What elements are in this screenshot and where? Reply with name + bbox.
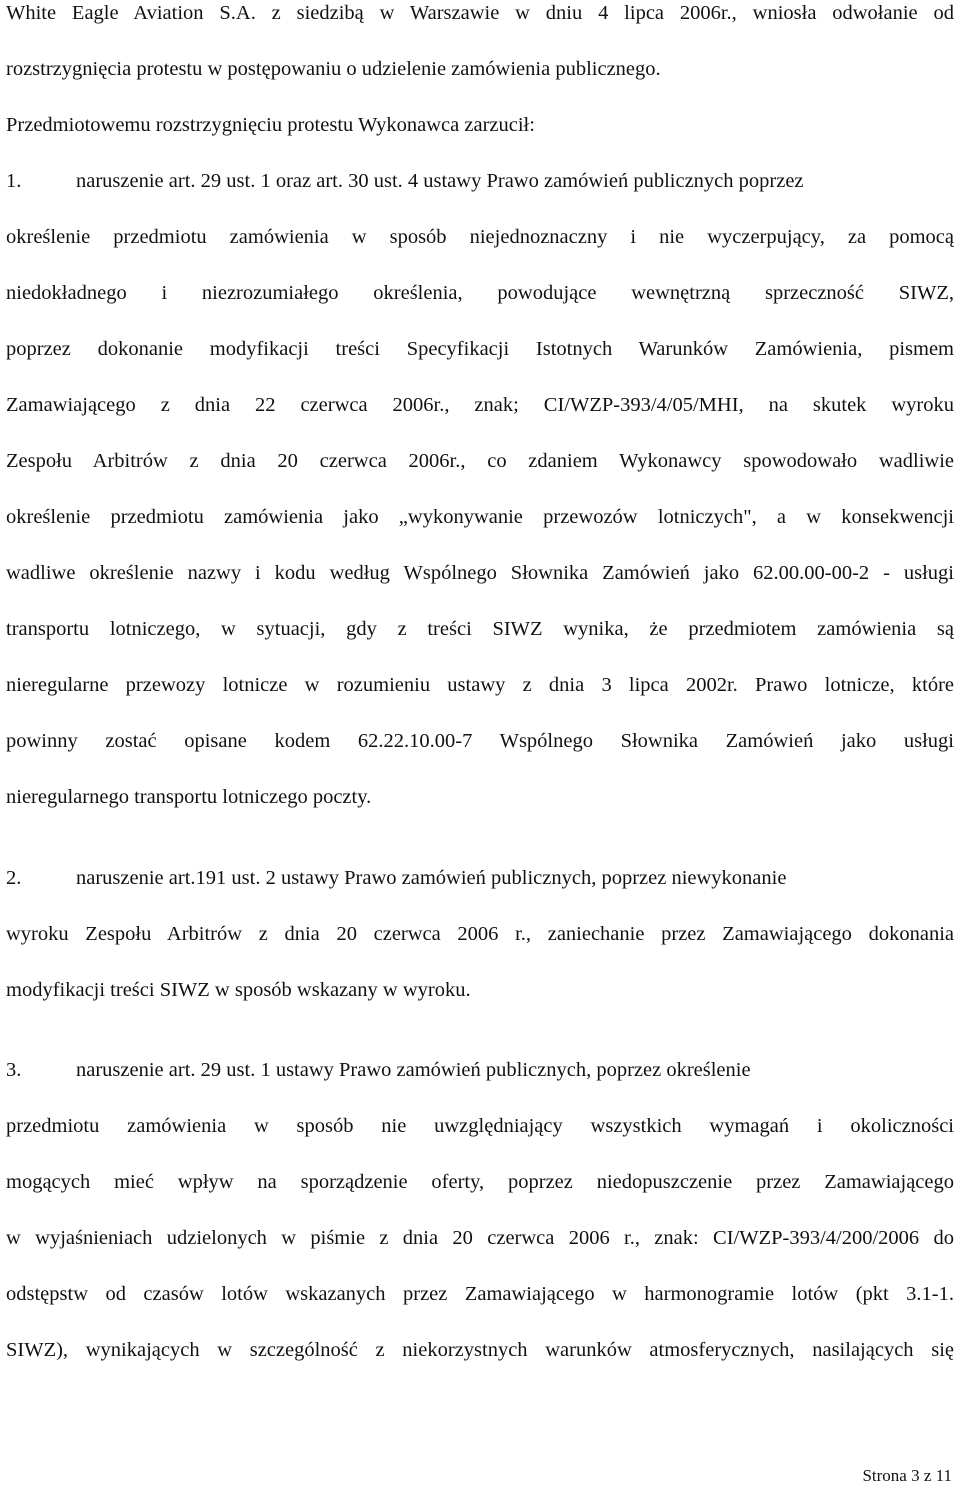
list-item-line: Zespołu Arbitrów z dnia 20 czerwca 2006r., co zdaniem Wykonawcy spowodowało wadliwie [6,450,954,472]
list-item-line: określenie przedmiotu zamówienia jako „wykonywanie przewozów lotniczych", a w konsekwencji [6,506,954,528]
intro-line: rozstrzygnięcia protestu w postępowaniu o udzielenie zamówienia publicznego. [6,58,661,80]
list-item-text: naruszenie art.191 ust. 2 ustawy Prawo zamówień publicznych, poprzez niewykonanie [76,867,787,889]
list-item-first-line [6,865,954,891]
list-item-line: nieregularnego transportu lotniczego poczty. [6,786,372,808]
list-item-line: niedokładnego i niezrozumiałego określenia, powodujące wewnętrzną sprzeczność SIWZ, [6,282,954,304]
list-item-text: naruszenie art. 29 ust. 1 ustawy Prawo zamówień publicznych, poprzez określenie [76,1059,751,1081]
list-item-text: naruszenie art. 29 ust. 1 oraz art. 30 ust. 4 ustawy Prawo zamówień publicznych poprzez [76,170,804,192]
list-item-line: powinny zostać opisane kodem 62.22.10.00-7 Wspólnego Słownika Zamówień jako usługi [6,730,954,752]
page-number: Strona 3 z 11 [862,1466,952,1485]
list-item-line: w wyjaśnieniach udzielonych w piśmie z dnia 20 czerwca 2006 r., znak: CI/WZP-393/4/200/2006 do [6,1227,954,1249]
list-item-line: odstępstw od czasów lotów wskazanych przez Zamawiającego w harmonogramie lotów (pkt 3.1-1. [6,1283,954,1305]
list-item-line: modyfikacji treści SIWZ w sposób wskazany w wyroku. [6,979,471,1001]
list-item-line: Zamawiającego z dnia 22 czerwca 2006r., znak; CI/WZP-393/4/05/MHI, na skutek wyroku [6,394,954,416]
list-item-line: określenie przedmiotu zamówienia w sposób niejednoznaczny i nie wyczerpujący, za pomocą [6,226,954,248]
list-item-line: SIWZ), wynikających w szczególność z niekorzystnych warunków atmosferycznych, nasilających się [6,1339,954,1361]
list-item-line: przedmiotu zamówienia w sposób nie uwzględniający wszystkich wymagań i okoliczności [6,1115,954,1137]
list-item-line: nieregularne przewozy lotnicze w rozumieniu ustawy z dnia 3 lipca 2002r. Prawo lotnicze, które [6,674,954,696]
list-item-first-line [6,1057,954,1083]
list-item-number: 1. [6,170,22,192]
intro-line: Przedmiotowemu rozstrzygnięciu protestu Wykonawca zarzucił: [6,114,535,136]
list-item-line: mogących mieć wpływ na sporządzenie oferty, poprzez niedopuszczenie przez Zamawiającego [6,1171,954,1193]
list-item-line: poprzez dokonanie modyfikacji treści Specyfikacji Istotnych Warunków Zamówienia, pismem [6,338,954,360]
list-item-number: 3. [6,1059,22,1081]
list-item-line: wyroku Zespołu Arbitrów z dnia 20 czerwca 2006 r., zaniechanie przez Zamawiającego dokonania [6,923,954,945]
list-item-first-line [6,168,954,194]
intro-line: White Eagle Aviation S.A. z siedzibą w Warszawie w dniu 4 lipca 2006r., wniosła odwołanie od [6,2,954,24]
list-item-line: wadliwe określenie nazwy i kodu według Wspólnego Słownika Zamówień jako 62.00.00-00-2 - usługi [6,562,954,584]
list-item-line: transportu lotniczego, w sytuacji, gdy z treści SIWZ wynika, że przedmiotem zamówienia są [6,618,954,640]
list-item-number: 2. [6,867,22,889]
